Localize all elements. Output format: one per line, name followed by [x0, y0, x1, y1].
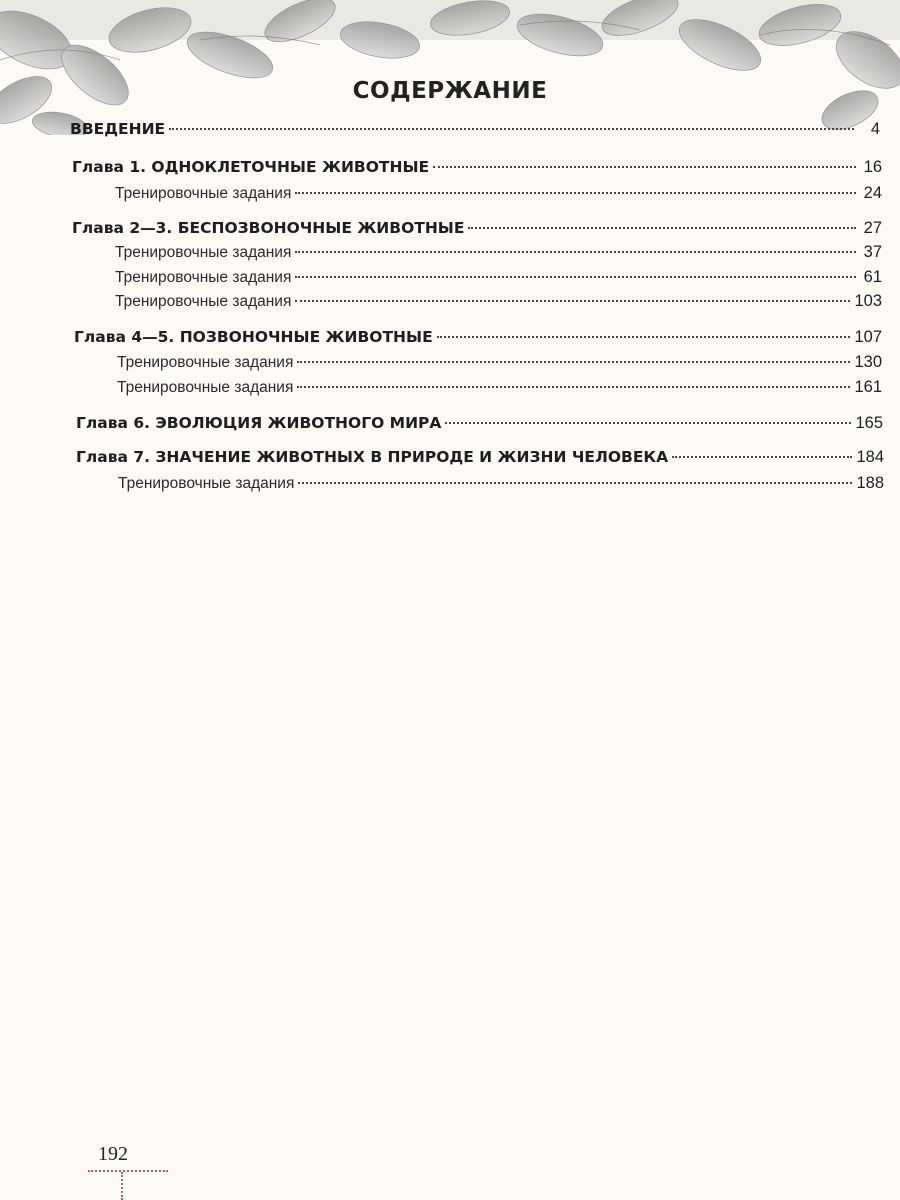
dot-leader [298, 482, 852, 484]
toc-entry-page: 130 [854, 353, 882, 371]
dot-leader [295, 192, 856, 194]
toc-entry-introduction[interactable] [70, 120, 880, 144]
dot-leader [433, 166, 856, 168]
toc-entry-page: 165 [855, 414, 883, 432]
toc-entry-label: Тренировочные задания [117, 354, 294, 371]
toc-entry-label: Глава 7. ЗНАЧЕНИЕ ЖИВОТНЫХ В ПРИРОДЕ И ЖИЗНИ ЧЕЛОВЕКА [76, 448, 669, 466]
dot-leader [672, 456, 852, 458]
toc-entry-training-tasks[interactable] [115, 268, 882, 292]
dot-leader [437, 336, 851, 338]
page-number: 192 [98, 1143, 128, 1165]
toc-entry-page: 16 [863, 158, 882, 176]
toc-entry-page: 4 [870, 120, 880, 138]
page-title: СОДЕРЖАНИЕ [352, 78, 548, 104]
table-of-contents [0, 0, 900, 520]
toc-entry-label: Тренировочные задания [115, 244, 292, 261]
dot-leader [297, 361, 850, 363]
dot-leader [295, 251, 856, 253]
toc-entry-label: Тренировочные задания [118, 475, 295, 492]
toc-entry-training-tasks[interactable] [115, 292, 882, 316]
toc-entry-page: 188 [856, 474, 884, 492]
toc-entry-page: 37 [863, 243, 882, 261]
dot-leader [295, 276, 856, 278]
toc-entry-training-tasks[interactable] [118, 474, 884, 498]
toc-entry-chapter-1[interactable] [72, 158, 882, 182]
toc-entry-label: Тренировочные задания [115, 185, 292, 202]
dot-leader [468, 227, 856, 229]
footer-dotted-vertical-rule [121, 1172, 123, 1200]
toc-entry-page: 184 [856, 448, 884, 466]
toc-entry-chapter-7[interactable] [76, 448, 884, 472]
toc-entry-label: Тренировочные задания [115, 293, 292, 310]
toc-entry-label: Глава 4—5. ПОЗВОНОЧНЫЕ ЖИВОТНЫЕ [74, 328, 433, 346]
toc-entry-page: 24 [863, 184, 882, 202]
toc-entry-chapter-4-5[interactable] [74, 328, 882, 352]
toc-entry-label: Глава 6. ЭВОЛЮЦИЯ ЖИВОТНОГО МИРА [76, 414, 442, 432]
toc-entry-page: 107 [854, 328, 882, 346]
toc-entry-page: 27 [863, 219, 882, 237]
toc-entry-training-tasks[interactable] [115, 243, 882, 267]
toc-entry-training-tasks[interactable] [117, 353, 882, 377]
toc-entry-label: Тренировочные задания [115, 269, 292, 286]
toc-entry-page: 161 [854, 378, 882, 396]
toc-entry-page: 61 [863, 268, 882, 286]
toc-entry-label: Тренировочные задания [117, 379, 294, 396]
dot-leader [169, 128, 854, 130]
toc-entry-chapter-6[interactable] [76, 414, 883, 438]
toc-entry-page: 103 [854, 292, 882, 310]
dot-leader [295, 300, 850, 302]
toc-entry-label: Глава 2—3. БЕСПОЗВОНОЧНЫЕ ЖИВОТНЫЕ [72, 219, 465, 237]
toc-entry-label: ВВЕДЕНИЕ [70, 120, 166, 138]
dot-leader [445, 422, 851, 424]
footer-dotted-rule [88, 1170, 168, 1172]
dot-leader [297, 386, 850, 388]
toc-entry-training-tasks[interactable] [117, 378, 882, 402]
toc-entry-chapter-2-3[interactable] [72, 219, 882, 243]
toc-entry-label: Глава 1. ОДНОКЛЕТОЧНЫЕ ЖИВОТНЫЕ [72, 158, 430, 176]
toc-entry-training-tasks[interactable] [115, 184, 882, 208]
